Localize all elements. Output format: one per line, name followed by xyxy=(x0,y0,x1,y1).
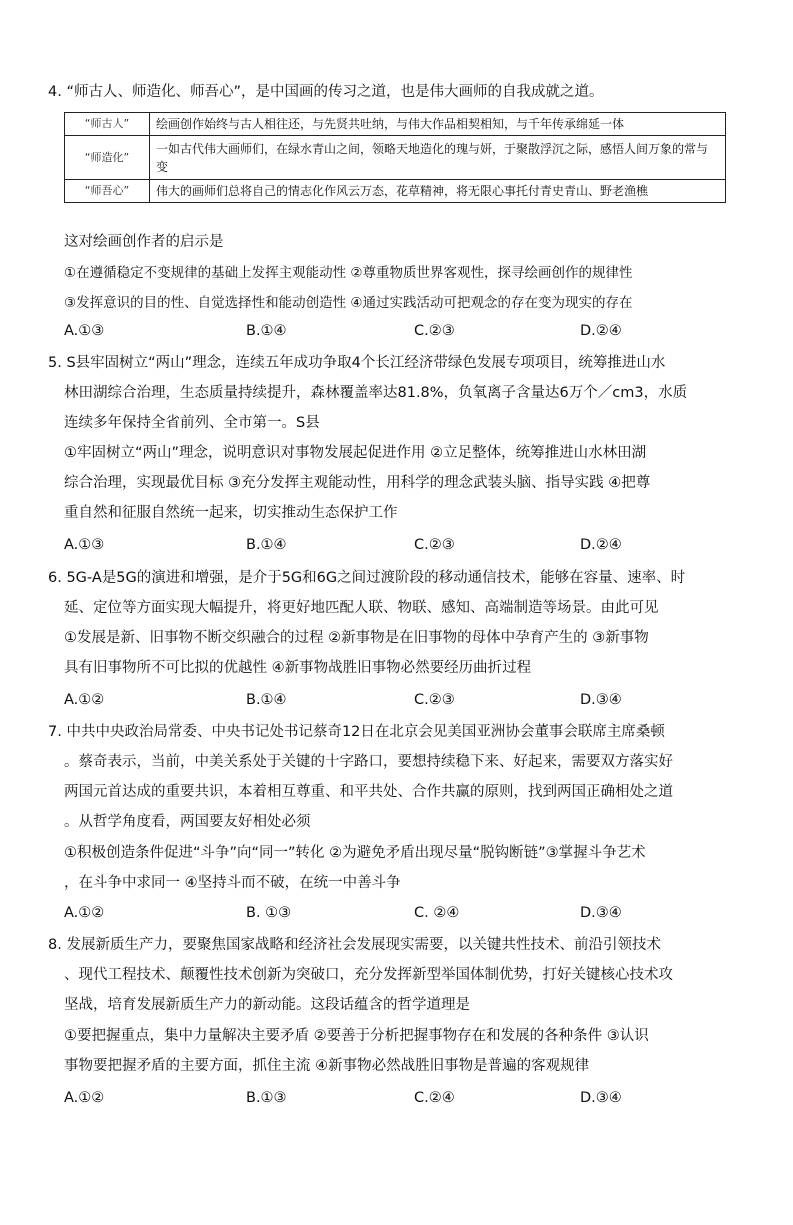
q5-options xyxy=(64,537,724,557)
q5-line: 连续多年保持全省前列、全市第一。S县 xyxy=(64,415,320,431)
q5-line: 林田湖综合治理，生态质量持续提升，森林覆盖率达81.8%，负氧离子含量达6万个／cm3，水质 xyxy=(64,385,688,401)
q5-line: 重自然和征服自然统一起来，切实推动生态保护工作 xyxy=(64,505,398,521)
q4-question: 这对绘画创作者的启示是 xyxy=(64,234,224,250)
q5-line: ①牢固树立“两山”理念，说明意识对事物发展起促进作用 ②立足整体，统筹推进山水林田湖 xyxy=(64,445,647,461)
table-key: “师吾心” xyxy=(65,180,150,203)
q7-line: 。蔡奇表示，当前，中美关系处于关键的十字路口，要想持续稳下来、好起来，需要双方落实好 xyxy=(64,754,673,770)
table-row xyxy=(65,113,726,136)
option-b[interactable]: B.①③ xyxy=(246,1090,287,1106)
q7-line: 7. 中共中央政治局常委、中央书记处书记蔡奇12日在北京会见美国亚洲协会董事会联席主席桑顿 xyxy=(48,724,665,740)
option-a[interactable]: A.①② xyxy=(64,905,105,921)
table-row xyxy=(65,180,726,203)
option-b[interactable]: B.①④ xyxy=(246,537,287,553)
q4-options xyxy=(64,323,724,343)
q4-statement: ③发挥意识的目的性、自觉选择性和能动创造性 ④通过实践活动可把观念的存在变为现实的存在 xyxy=(64,295,633,311)
q7-options xyxy=(64,905,724,925)
option-d[interactable]: D.③④ xyxy=(580,692,622,708)
q6-line: ①发展是新、旧事物不断交织融合的过程 ②新事物是在旧事物的母体中孕育产生的 ③新事物 xyxy=(64,630,649,646)
option-c[interactable]: C.②③ xyxy=(414,537,455,553)
option-c[interactable]: C.②③ xyxy=(414,692,455,708)
q8-line: 坚战，培育发展新质生产力的新动能。这段话蕴含的哲学道理是 xyxy=(64,997,470,1013)
table-key: “师古人” xyxy=(65,113,150,136)
q5-line: 综合治理，实现最优目标 ③充分发挥主观能动性，用科学的理念武装头脑、指导实践 ④把尊 xyxy=(64,475,651,491)
option-a[interactable]: A.①② xyxy=(64,692,105,708)
table-text: 绘画创作始终与古人相往还，与先贤共吐纳，与伟大作品相契相知，与千年传承绵延一体 xyxy=(150,113,726,136)
option-b[interactable]: B. ①③ xyxy=(246,905,292,921)
option-a[interactable]: A.①③ xyxy=(64,323,105,339)
q8-line: ①要把握重点，集中力量解决主要矛盾 ②要善于分析把握事物存在和发展的各种条件 ③认识 xyxy=(64,1028,649,1044)
q8-line: 、现代工程技术、颠覆性技术创新为突破口，充分发挥新型举国体制优势，打好关键核心技术攻 xyxy=(64,967,673,983)
option-a[interactable]: A.①③ xyxy=(64,537,105,553)
q6-options xyxy=(64,692,724,712)
table-key: “师造化” xyxy=(65,136,150,180)
option-d[interactable]: D.②④ xyxy=(580,323,622,339)
option-b[interactable]: B.①④ xyxy=(246,692,287,708)
q4-quote-table xyxy=(64,112,726,203)
q6-line: 6. 5G-A是5G的演进和增强，是介于5G和6G之间过渡阶段的移动通信技术，能够在容量、速率、时 xyxy=(48,570,686,586)
q8-options xyxy=(64,1090,724,1110)
q6-line: 延、定位等方面实现大幅提升，将更好地匹配人联、物联、感知、高端制造等场景。由此可见 xyxy=(64,600,659,616)
option-a[interactable]: A.①② xyxy=(64,1090,105,1106)
q4-stem: 4. “师古人、师造化、师吾心”，是中国画的传习之道，也是伟大画师的自我成就之道。 xyxy=(48,84,604,100)
q4-statement: ①在遵循稳定不变规律的基础上发挥主观能动性 ②尊重物质世界客观性，探寻绘画创作的规律性 xyxy=(64,265,633,281)
q7-line: ①积极创造条件促进“斗争”向“同一”转化 ②为避免矛盾出现尽量“脱钩断链”③掌握斗争艺术 xyxy=(64,845,646,861)
option-d[interactable]: D.③④ xyxy=(580,905,622,921)
option-c[interactable]: C.②③ xyxy=(414,323,455,339)
option-c[interactable]: C. ②④ xyxy=(414,905,460,921)
table-text: 一如古代伟大画师们，在绿水青山之间，领略天地造化的瑰与妍，于聚散浮沉之际，感悟人间万象的常与变 xyxy=(150,136,726,180)
option-d[interactable]: D.③④ xyxy=(580,1090,622,1106)
table-text: 伟大的画师们总将自己的情志化作风云万态，花草精神，将无限心事托付青史青山、野老渔樵 xyxy=(150,180,726,203)
q5-line: 5. S县牢固树立“两山”理念，连续五年成功争取4个长江经济带绿色发展专项项目，统筹推进山水 xyxy=(48,355,666,371)
option-c[interactable]: C.②④ xyxy=(414,1090,455,1106)
q7-line: 两国元首达成的重要共识，本着相互尊重、和平共处、合作共赢的原则，找到两国正确相处之道 xyxy=(64,784,673,800)
q7-line: 。从哲学角度看，两国要友好相处必须 xyxy=(64,814,311,830)
option-b[interactable]: B.①④ xyxy=(246,323,287,339)
q8-line: 8. 发展新质生产力，要聚焦国家战略和经济社会发展现实需要，以关键共性技术、前沿引领技术 xyxy=(48,937,661,953)
option-d[interactable]: D.②④ xyxy=(580,537,622,553)
table-row xyxy=(65,136,726,180)
q8-line: 事物要把握矛盾的主要方面，抓住主流 ④新事物必然战胜旧事物是普遍的客观规律 xyxy=(64,1058,590,1074)
q6-line: 具有旧事物所不可比拟的优越性 ④新事物战胜旧事物必然要经历曲折过程 xyxy=(64,660,532,676)
q7-line: ，在斗争中求同一 ④坚持斗而不破，在统一中善斗争 xyxy=(64,875,401,891)
